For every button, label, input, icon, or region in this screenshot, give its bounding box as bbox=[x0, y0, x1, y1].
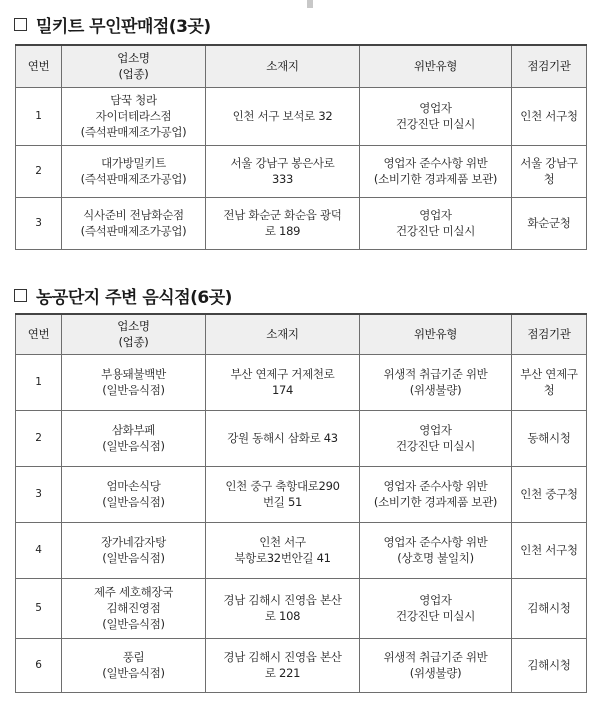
cell-inspection-agency: 동해시청 bbox=[512, 410, 587, 466]
cell-address: 경남 김해시 진영읍 본산 로 221 bbox=[206, 638, 360, 692]
table-row bbox=[16, 466, 587, 522]
table-row bbox=[16, 197, 587, 249]
checkbox-icon bbox=[14, 18, 27, 31]
cell-address: 서울 강남구 봉은사로 333 bbox=[206, 145, 360, 197]
cell-violation-type: 영업자 준수사항 위반 (소비기한 경과제품 보관) bbox=[360, 466, 512, 522]
header-address: 소재지 bbox=[206, 314, 360, 354]
cell-number: 1 bbox=[16, 87, 62, 145]
cell-inspection-agency: 부산 연제구 청 bbox=[512, 354, 587, 410]
cell-business-name: 부용돼불백반 (일반음식점) bbox=[62, 354, 206, 410]
cell-address: 인천 서구 북항로32번안길 41 bbox=[206, 522, 360, 578]
cell-business-name: 대가방밀키트 (즉석판매제조가공업) bbox=[62, 145, 206, 197]
section-title-mealkit bbox=[14, 12, 211, 37]
table-row bbox=[16, 410, 587, 466]
cell-business-name: 담꾹 청라 자이더테라스점 (즉석판매제조가공업) bbox=[62, 87, 206, 145]
header-address: 소재지 bbox=[206, 45, 360, 87]
cell-violation-type: 영업자 준수사항 위반 (소비기한 경과제품 보관) bbox=[360, 145, 512, 197]
header-number: 연번 bbox=[16, 45, 62, 87]
top-scroll-marker bbox=[307, 0, 313, 8]
mealkit-violation-table bbox=[15, 44, 587, 250]
table-row bbox=[16, 522, 587, 578]
section-title-restaurants bbox=[14, 283, 232, 308]
checkbox-icon bbox=[14, 289, 27, 302]
cell-number: 2 bbox=[16, 410, 62, 466]
header-inspection-agency: 점검기관 bbox=[512, 45, 587, 87]
cell-address: 전남 화순군 화순읍 광덕 로 189 bbox=[206, 197, 360, 249]
cell-violation-type: 위생적 취급기준 위반 (위생불량) bbox=[360, 638, 512, 692]
table-row bbox=[16, 638, 587, 692]
table-row bbox=[16, 578, 587, 638]
cell-address: 강원 동해시 삼화로 43 bbox=[206, 410, 360, 466]
cell-number: 5 bbox=[16, 578, 62, 638]
cell-business-name: 엄마손식당 (일반음식점) bbox=[62, 466, 206, 522]
header-number: 연번 bbox=[16, 314, 62, 354]
cell-violation-type: 위생적 취급기준 위반 (위생불량) bbox=[360, 354, 512, 410]
section-title-text: 밀키트 무인판매점(3곳) bbox=[36, 17, 211, 37]
cell-address: 인천 서구 보석로 32 bbox=[206, 87, 360, 145]
header-violation-type: 위반유형 bbox=[360, 45, 512, 87]
table-header-row bbox=[16, 314, 587, 354]
cell-inspection-agency: 인천 서구청 bbox=[512, 522, 587, 578]
header-business-name: 업소명 (업종) bbox=[62, 314, 206, 354]
cell-inspection-agency: 인천 서구청 bbox=[512, 87, 587, 145]
cell-business-name: 삼화부페 (일반음식점) bbox=[62, 410, 206, 466]
table-row bbox=[16, 87, 587, 145]
cell-inspection-agency: 김해시청 bbox=[512, 638, 587, 692]
cell-violation-type: 영업자 건강진단 미실시 bbox=[360, 410, 512, 466]
header-inspection-agency: 점검기관 bbox=[512, 314, 587, 354]
header-business-name: 업소명 (업종) bbox=[62, 45, 206, 87]
cell-business-name: 풍림 (일반음식점) bbox=[62, 638, 206, 692]
cell-number: 6 bbox=[16, 638, 62, 692]
cell-inspection-agency: 서울 강남구 청 bbox=[512, 145, 587, 197]
header-violation-type: 위반유형 bbox=[360, 314, 512, 354]
cell-violation-type: 영업자 준수사항 위반 (상호명 불일치) bbox=[360, 522, 512, 578]
cell-inspection-agency: 화순군청 bbox=[512, 197, 587, 249]
cell-business-name: 식사준비 전남화순점 (즉석판매제조가공업) bbox=[62, 197, 206, 249]
cell-address: 경남 김해시 진영읍 본산 로 108 bbox=[206, 578, 360, 638]
cell-address: 부산 연제구 거제천로 174 bbox=[206, 354, 360, 410]
cell-violation-type: 영업자 건강진단 미실시 bbox=[360, 578, 512, 638]
section-title-text: 농공단지 주변 음식점(6곳) bbox=[36, 288, 232, 308]
table-row bbox=[16, 354, 587, 410]
cell-number: 4 bbox=[16, 522, 62, 578]
cell-number: 3 bbox=[16, 466, 62, 522]
cell-violation-type: 영업자 건강진단 미실시 bbox=[360, 87, 512, 145]
cell-address: 인천 중구 축항대로290 번길 51 bbox=[206, 466, 360, 522]
cell-number: 2 bbox=[16, 145, 62, 197]
cell-inspection-agency: 인천 중구청 bbox=[512, 466, 587, 522]
restaurant-violation-table bbox=[15, 313, 587, 693]
cell-violation-type: 영업자 건강진단 미실시 bbox=[360, 197, 512, 249]
cell-number: 3 bbox=[16, 197, 62, 249]
cell-number: 1 bbox=[16, 354, 62, 410]
cell-inspection-agency: 김해시청 bbox=[512, 578, 587, 638]
cell-business-name: 장가네감자탕 (일반음식점) bbox=[62, 522, 206, 578]
table-row bbox=[16, 145, 587, 197]
cell-business-name: 제주 세호해장국 김해진영점 (일반음식점) bbox=[62, 578, 206, 638]
table-header-row bbox=[16, 45, 587, 87]
